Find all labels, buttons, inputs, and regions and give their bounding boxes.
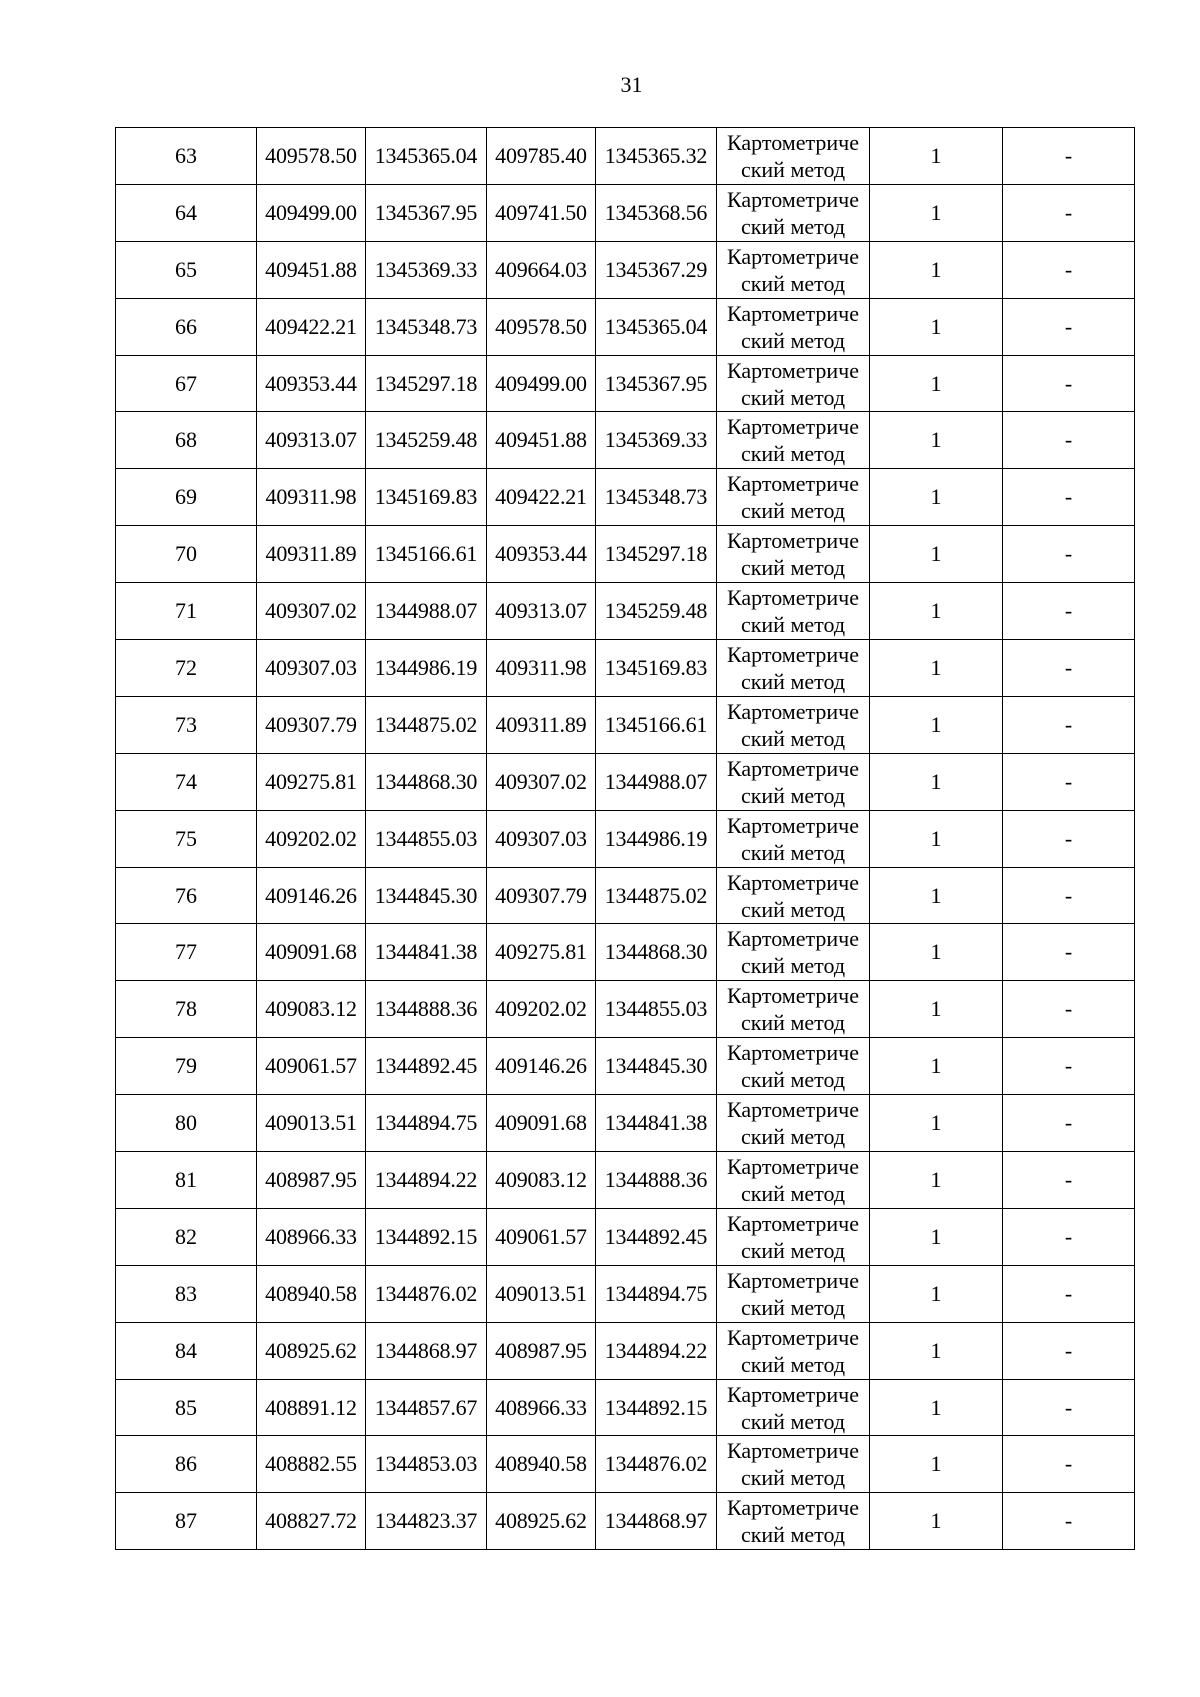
x-coordinate-cell: 409307.02 [487, 753, 596, 810]
point-number-cell: 85 [116, 1379, 257, 1436]
method-label-line2: ский метод [740, 1010, 846, 1036]
method-label-line1: Картометриче [727, 1040, 859, 1066]
method-label-line1: Картометриче [727, 1153, 859, 1179]
note-cell: - [1003, 924, 1135, 981]
point-number-cell: 63 [116, 128, 257, 185]
note-cell: - [1003, 1208, 1135, 1265]
method-label-line2: ский метод [740, 1351, 846, 1377]
point-number-cell: 66 [116, 298, 257, 355]
table-row [116, 1095, 1135, 1152]
y-coordinate-cell: 1344868.97 [596, 1493, 717, 1550]
point-number-cell: 73 [116, 696, 257, 753]
table-row [116, 1152, 1135, 1209]
method-label-line2: ский метод [740, 839, 846, 865]
method-cell [717, 184, 870, 241]
method-cell [717, 526, 870, 583]
method-cell [717, 981, 870, 1038]
accuracy-cell: 1 [870, 924, 1003, 981]
method-label-line2: ский метод [740, 1522, 846, 1548]
x-coordinate-cell: 409451.88 [487, 412, 596, 469]
point-number-cell: 80 [116, 1095, 257, 1152]
y-coordinate-cell: 1345369.33 [596, 412, 717, 469]
x-coordinate-cell: 408827.72 [257, 1493, 366, 1550]
x-coordinate-cell: 409307.03 [257, 640, 366, 697]
y-coordinate-cell: 1344892.45 [366, 1038, 487, 1095]
method-label-line2: ский метод [740, 384, 846, 410]
method-label-line2: ский метод [740, 498, 846, 524]
point-number-cell: 86 [116, 1436, 257, 1493]
table-row [116, 1436, 1135, 1493]
y-coordinate-cell: 1344894.75 [596, 1265, 717, 1322]
note-cell: - [1003, 810, 1135, 867]
x-coordinate-cell: 408987.95 [257, 1152, 366, 1209]
method-cell [717, 1379, 870, 1436]
table-row [116, 924, 1135, 981]
accuracy-cell: 1 [870, 469, 1003, 526]
method-label-line2: ский метод [740, 1067, 846, 1093]
coordinates-table [115, 127, 1135, 1550]
note-cell: - [1003, 355, 1135, 412]
method-cell [717, 298, 870, 355]
method-cell [717, 128, 870, 185]
x-coordinate-cell: 409146.26 [257, 867, 366, 924]
point-number-cell: 76 [116, 867, 257, 924]
y-coordinate-cell: 1345169.83 [366, 469, 487, 526]
y-coordinate-cell: 1345369.33 [366, 241, 487, 298]
method-cell [717, 469, 870, 526]
x-coordinate-cell: 409422.21 [487, 469, 596, 526]
accuracy-cell: 1 [870, 241, 1003, 298]
x-coordinate-cell: 408940.58 [257, 1265, 366, 1322]
method-label-line1: Картометриче [727, 186, 859, 212]
y-coordinate-cell: 1344868.30 [596, 924, 717, 981]
x-coordinate-cell: 409091.68 [487, 1095, 596, 1152]
point-number-cell: 65 [116, 241, 257, 298]
method-label-line2: ский метод [740, 1408, 846, 1434]
note-cell: - [1003, 298, 1135, 355]
x-coordinate-cell: 409741.50 [487, 184, 596, 241]
method-label-line1: Картометриче [727, 1495, 859, 1521]
method-cell [717, 810, 870, 867]
point-number-cell: 87 [116, 1493, 257, 1550]
x-coordinate-cell: 409499.00 [257, 184, 366, 241]
method-cell [717, 412, 870, 469]
y-coordinate-cell: 1345367.95 [596, 355, 717, 412]
method-label-line2: ский метод [740, 1465, 846, 1491]
method-cell [717, 640, 870, 697]
accuracy-cell: 1 [870, 1038, 1003, 1095]
y-coordinate-cell: 1344857.67 [366, 1379, 487, 1436]
x-coordinate-cell: 409275.81 [487, 924, 596, 981]
table-row [116, 1322, 1135, 1379]
y-coordinate-cell: 1344841.38 [366, 924, 487, 981]
y-coordinate-cell: 1345166.61 [596, 696, 717, 753]
note-cell: - [1003, 1152, 1135, 1209]
x-coordinate-cell: 409422.21 [257, 298, 366, 355]
y-coordinate-cell: 1344876.02 [596, 1436, 717, 1493]
note-cell: - [1003, 241, 1135, 298]
method-label-line2: ский метод [740, 213, 846, 239]
method-cell [717, 1436, 870, 1493]
method-cell [717, 1265, 870, 1322]
y-coordinate-cell: 1345348.73 [596, 469, 717, 526]
y-coordinate-cell: 1344986.19 [366, 640, 487, 697]
x-coordinate-cell: 409202.02 [487, 981, 596, 1038]
x-coordinate-cell: 409013.51 [257, 1095, 366, 1152]
x-coordinate-cell: 409013.51 [487, 1265, 596, 1322]
accuracy-cell: 1 [870, 810, 1003, 867]
accuracy-cell: 1 [870, 981, 1003, 1038]
method-label-line2: ский метод [740, 896, 846, 922]
x-coordinate-cell: 409353.44 [487, 526, 596, 583]
point-number-cell: 70 [116, 526, 257, 583]
accuracy-cell: 1 [870, 1322, 1003, 1379]
method-label-line1: Картометриче [727, 1097, 859, 1123]
method-label-line2: ский метод [740, 156, 846, 182]
note-cell: - [1003, 412, 1135, 469]
method-label-line1: Картометриче [727, 812, 859, 838]
table-row [116, 1265, 1135, 1322]
x-coordinate-cell: 409083.12 [257, 981, 366, 1038]
note-cell: - [1003, 753, 1135, 810]
x-coordinate-cell: 409275.81 [257, 753, 366, 810]
accuracy-cell: 1 [870, 1379, 1003, 1436]
x-coordinate-cell: 409307.02 [257, 583, 366, 640]
x-coordinate-cell: 409061.57 [257, 1038, 366, 1095]
y-coordinate-cell: 1344892.45 [596, 1208, 717, 1265]
table-row [116, 184, 1135, 241]
point-number-cell: 84 [116, 1322, 257, 1379]
y-coordinate-cell: 1344868.30 [366, 753, 487, 810]
x-coordinate-cell: 408882.55 [257, 1436, 366, 1493]
point-number-cell: 68 [116, 412, 257, 469]
table-row [116, 241, 1135, 298]
note-cell: - [1003, 981, 1135, 1038]
method-label-line2: ский метод [740, 1124, 846, 1150]
table-row [116, 469, 1135, 526]
x-coordinate-cell: 409578.50 [257, 128, 366, 185]
x-coordinate-cell: 409353.44 [257, 355, 366, 412]
method-label-line2: ский метод [740, 668, 846, 694]
page-number: 31 [620, 72, 643, 97]
accuracy-cell: 1 [870, 355, 1003, 412]
y-coordinate-cell: 1344855.03 [596, 981, 717, 1038]
method-label-line1: Картометриче [727, 243, 859, 269]
y-coordinate-cell: 1345297.18 [366, 355, 487, 412]
x-coordinate-cell: 408966.33 [257, 1208, 366, 1265]
table-row [116, 981, 1135, 1038]
method-label-line2: ский метод [740, 327, 846, 353]
point-number-cell: 75 [116, 810, 257, 867]
accuracy-cell: 1 [870, 867, 1003, 924]
point-number-cell: 83 [116, 1265, 257, 1322]
method-cell [717, 1152, 870, 1209]
x-coordinate-cell: 409578.50 [487, 298, 596, 355]
method-label-line1: Картометриче [727, 755, 859, 781]
y-coordinate-cell: 1344841.38 [596, 1095, 717, 1152]
method-cell [717, 1493, 870, 1550]
note-cell: - [1003, 1095, 1135, 1152]
y-coordinate-cell: 1344986.19 [596, 810, 717, 867]
y-coordinate-cell: 1344853.03 [366, 1436, 487, 1493]
y-coordinate-cell: 1344988.07 [366, 583, 487, 640]
method-label-line1: Картометриче [727, 869, 859, 895]
y-coordinate-cell: 1345365.04 [596, 298, 717, 355]
table-row [116, 1379, 1135, 1436]
x-coordinate-cell: 408966.33 [487, 1379, 596, 1436]
point-number-cell: 81 [116, 1152, 257, 1209]
accuracy-cell: 1 [870, 1265, 1003, 1322]
point-number-cell: 69 [116, 469, 257, 526]
note-cell: - [1003, 583, 1135, 640]
table-row [116, 640, 1135, 697]
note-cell: - [1003, 1379, 1135, 1436]
x-coordinate-cell: 409313.07 [487, 583, 596, 640]
table-row [116, 1208, 1135, 1265]
note-cell: - [1003, 469, 1135, 526]
x-coordinate-cell: 409785.40 [487, 128, 596, 185]
table-row [116, 1493, 1135, 1550]
accuracy-cell: 1 [870, 298, 1003, 355]
method-label-line1: Картометриче [727, 471, 859, 497]
method-label-line1: Картометриче [727, 414, 859, 440]
y-coordinate-cell: 1345169.83 [596, 640, 717, 697]
point-number-cell: 64 [116, 184, 257, 241]
point-number-cell: 72 [116, 640, 257, 697]
table-row [116, 583, 1135, 640]
method-cell [717, 1208, 870, 1265]
y-coordinate-cell: 1345348.73 [366, 298, 487, 355]
method-cell [717, 1038, 870, 1095]
x-coordinate-cell: 409451.88 [257, 241, 366, 298]
x-coordinate-cell: 409499.00 [487, 355, 596, 412]
y-coordinate-cell: 1344892.15 [596, 1379, 717, 1436]
y-coordinate-cell: 1345367.95 [366, 184, 487, 241]
method-label-line1: Картометриче [727, 1324, 859, 1350]
x-coordinate-cell: 408987.95 [487, 1322, 596, 1379]
y-coordinate-cell: 1344888.36 [596, 1152, 717, 1209]
point-number-cell: 67 [116, 355, 257, 412]
method-label-line2: ский метод [740, 441, 846, 467]
note-cell: - [1003, 1322, 1135, 1379]
y-coordinate-cell: 1345166.61 [366, 526, 487, 583]
note-cell: - [1003, 526, 1135, 583]
point-number-cell: 79 [116, 1038, 257, 1095]
x-coordinate-cell: 408925.62 [257, 1322, 366, 1379]
method-label-line1: Картометриче [727, 1267, 859, 1293]
y-coordinate-cell: 1344868.97 [366, 1322, 487, 1379]
x-coordinate-cell: 409146.26 [487, 1038, 596, 1095]
method-cell [717, 924, 870, 981]
note-cell: - [1003, 696, 1135, 753]
x-coordinate-cell: 409311.98 [257, 469, 366, 526]
y-coordinate-cell: 1345297.18 [596, 526, 717, 583]
x-coordinate-cell: 408940.58 [487, 1436, 596, 1493]
table-row [116, 867, 1135, 924]
method-label-line1: Картометриче [727, 926, 859, 952]
accuracy-cell: 1 [870, 1152, 1003, 1209]
accuracy-cell: 1 [870, 184, 1003, 241]
method-label-line2: ский метод [740, 725, 846, 751]
table-row [116, 526, 1135, 583]
x-coordinate-cell: 408891.12 [257, 1379, 366, 1436]
accuracy-cell: 1 [870, 696, 1003, 753]
x-coordinate-cell: 409091.68 [257, 924, 366, 981]
method-label-line2: ский метод [740, 555, 846, 581]
method-label-line2: ский метод [740, 1180, 846, 1206]
method-label-line2: ский метод [740, 270, 846, 296]
note-cell: - [1003, 184, 1135, 241]
method-label-line1: Картометриче [727, 983, 859, 1009]
accuracy-cell: 1 [870, 1436, 1003, 1493]
x-coordinate-cell: 409313.07 [257, 412, 366, 469]
note-cell: - [1003, 1436, 1135, 1493]
y-coordinate-cell: 1344875.02 [366, 696, 487, 753]
method-label-line1: Картометриче [727, 300, 859, 326]
y-coordinate-cell: 1344894.75 [366, 1095, 487, 1152]
table-row [116, 696, 1135, 753]
y-coordinate-cell: 1345259.48 [596, 583, 717, 640]
x-coordinate-cell: 409664.03 [487, 241, 596, 298]
method-cell [717, 355, 870, 412]
accuracy-cell: 1 [870, 1208, 1003, 1265]
table-row [116, 753, 1135, 810]
y-coordinate-cell: 1345368.56 [596, 184, 717, 241]
y-coordinate-cell: 1344845.30 [366, 867, 487, 924]
accuracy-cell: 1 [870, 640, 1003, 697]
x-coordinate-cell: 409307.79 [257, 696, 366, 753]
note-cell: - [1003, 128, 1135, 185]
method-label-line1: Картометриче [727, 641, 859, 667]
x-coordinate-cell: 409307.03 [487, 810, 596, 867]
method-cell [717, 696, 870, 753]
table-row [116, 412, 1135, 469]
method-label-line2: ский метод [740, 1237, 846, 1263]
y-coordinate-cell: 1344888.36 [366, 981, 487, 1038]
y-coordinate-cell: 1345365.04 [366, 128, 487, 185]
x-coordinate-cell: 409061.57 [487, 1208, 596, 1265]
table-row [116, 1038, 1135, 1095]
y-coordinate-cell: 1344894.22 [366, 1152, 487, 1209]
method-cell [717, 583, 870, 640]
x-coordinate-cell: 409083.12 [487, 1152, 596, 1209]
method-label-line2: ский метод [740, 782, 846, 808]
method-label-line1: Картометриче [727, 528, 859, 554]
method-cell [717, 753, 870, 810]
method-label-line1: Картометриче [727, 585, 859, 611]
note-cell: - [1003, 1493, 1135, 1550]
y-coordinate-cell: 1344845.30 [596, 1038, 717, 1095]
method-label-line1: Картометриче [727, 357, 859, 383]
y-coordinate-cell: 1344823.37 [366, 1493, 487, 1550]
accuracy-cell: 1 [870, 412, 1003, 469]
y-coordinate-cell: 1344988.07 [596, 753, 717, 810]
accuracy-cell: 1 [870, 128, 1003, 185]
method-cell [717, 1095, 870, 1152]
table-row [116, 355, 1135, 412]
y-coordinate-cell: 1345367.29 [596, 241, 717, 298]
point-number-cell: 74 [116, 753, 257, 810]
method-label-line2: ский метод [740, 953, 846, 979]
point-number-cell: 71 [116, 583, 257, 640]
note-cell: - [1003, 1265, 1135, 1322]
y-coordinate-cell: 1345365.32 [596, 128, 717, 185]
x-coordinate-cell: 409202.02 [257, 810, 366, 867]
x-coordinate-cell: 409311.89 [487, 696, 596, 753]
method-label-line1: Картометриче [727, 1438, 859, 1464]
table-row [116, 128, 1135, 185]
accuracy-cell: 1 [870, 753, 1003, 810]
method-label-line1: Картометриче [727, 1381, 859, 1407]
method-cell [717, 867, 870, 924]
y-coordinate-cell: 1344875.02 [596, 867, 717, 924]
table-row [116, 810, 1135, 867]
accuracy-cell: 1 [870, 526, 1003, 583]
method-label-line1: Картометриче [727, 1210, 859, 1236]
x-coordinate-cell: 409311.98 [487, 640, 596, 697]
note-cell: - [1003, 1038, 1135, 1095]
y-coordinate-cell: 1344855.03 [366, 810, 487, 867]
method-label-line1: Картометриче [727, 129, 859, 155]
x-coordinate-cell: 409311.89 [257, 526, 366, 583]
accuracy-cell: 1 [870, 583, 1003, 640]
method-label-line2: ский метод [740, 1294, 846, 1320]
y-coordinate-cell: 1344892.15 [366, 1208, 487, 1265]
table-body [116, 128, 1135, 1550]
point-number-cell: 82 [116, 1208, 257, 1265]
x-coordinate-cell: 408925.62 [487, 1493, 596, 1550]
accuracy-cell: 1 [870, 1095, 1003, 1152]
point-number-cell: 77 [116, 924, 257, 981]
method-label-line1: Картометриче [727, 698, 859, 724]
table-row [116, 298, 1135, 355]
x-coordinate-cell: 409307.79 [487, 867, 596, 924]
note-cell: - [1003, 640, 1135, 697]
method-cell [717, 241, 870, 298]
method-cell [717, 1322, 870, 1379]
y-coordinate-cell: 1344894.22 [596, 1322, 717, 1379]
accuracy-cell: 1 [870, 1493, 1003, 1550]
y-coordinate-cell: 1344876.02 [366, 1265, 487, 1322]
note-cell: - [1003, 867, 1135, 924]
method-label-line2: ский метод [740, 612, 846, 638]
point-number-cell: 78 [116, 981, 257, 1038]
y-coordinate-cell: 1345259.48 [366, 412, 487, 469]
